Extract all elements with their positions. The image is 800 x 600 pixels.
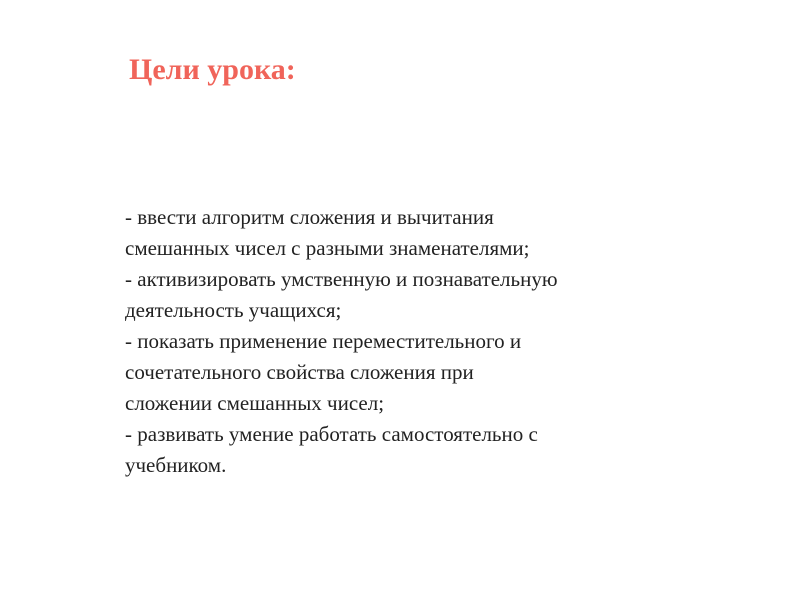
goal-line: - ввести алгоритм сложения и вычитания <box>125 205 494 229</box>
goal-line: смешанных чисел с разными знаменателями; <box>125 236 530 260</box>
goal-line: деятельность учащихся; <box>125 298 342 322</box>
lesson-goals-text <box>125 202 725 481</box>
slide-title: Цели урока: <box>129 53 296 86</box>
goal-line: - активизировать умственную и познавательную <box>125 267 558 291</box>
goal-line: - развивать умение работать самостоятельно с <box>125 422 538 446</box>
goal-line: - показать применение переместительного и <box>125 329 522 353</box>
goal-line: сочетательного свойства сложения при <box>125 360 474 384</box>
goal-line: сложении смешанных чисел; <box>125 391 385 415</box>
goal-line: учебником. <box>125 453 227 477</box>
